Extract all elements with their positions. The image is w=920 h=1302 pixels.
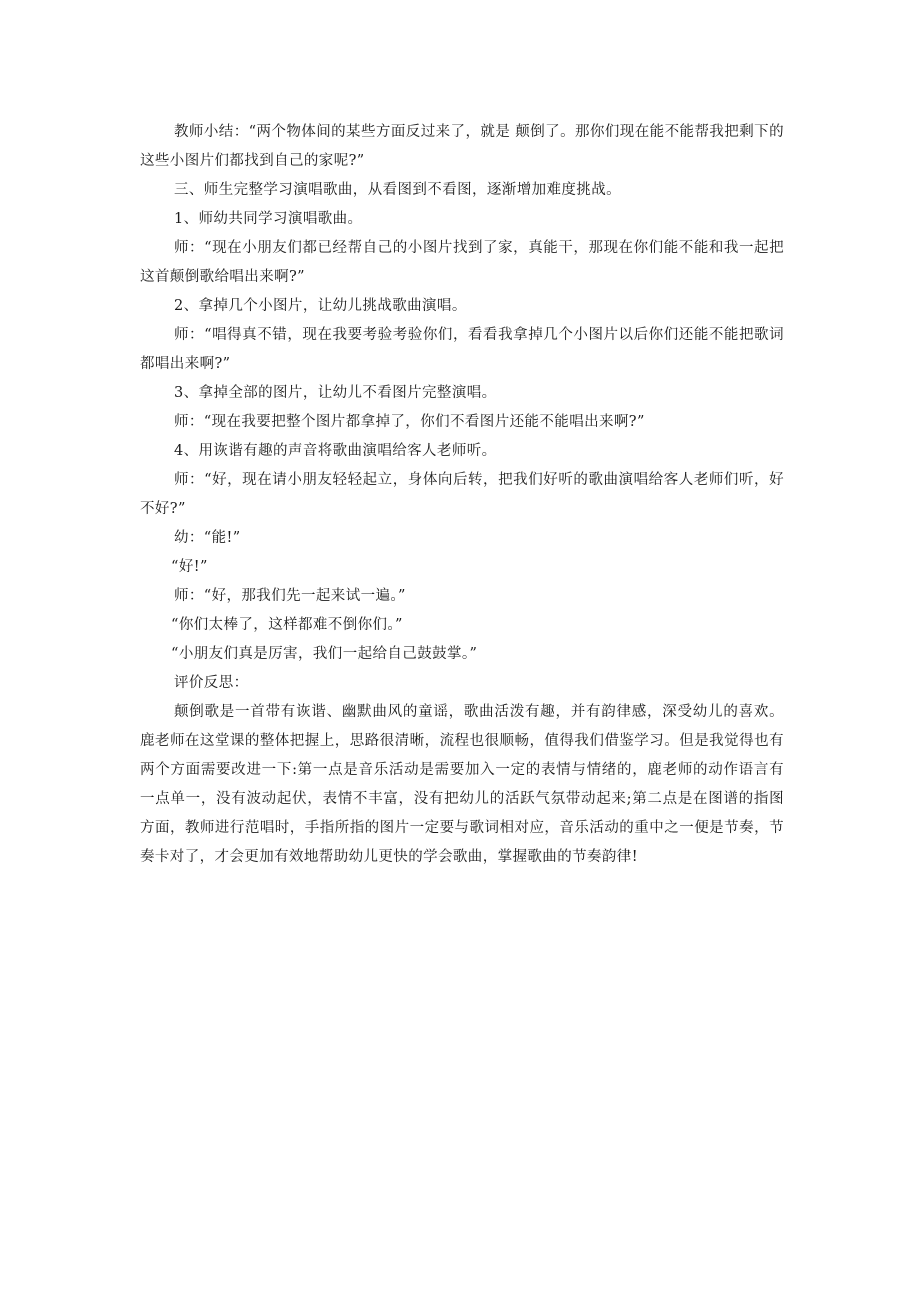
paragraph-step-one: 1、师幼共同学习演唱歌曲。 [174, 211, 363, 227]
paragraph-children-reply: 幼：“能!” [174, 530, 241, 546]
paragraph-teacher-line-4: 师：“好，现在请小朋友轻轻起立，身体向后转，把我们好听的歌曲演唱给客人老师们听，好不好?” [140, 472, 784, 517]
paragraph-evaluation-body: 颠倒歌是一首带有诙谐、幽默曲风的童谣，歌曲活泼有趣，并有韵律感，深受幼儿的喜欢。鹿老师在这堂课的整体把握上，思路很清晰，流程也很顺畅，值得我们借鉴学习。但是我觉得也有两个方面需要改进一下:第一点是音乐活动是需要加入一定的表情与情绪的，鹿老师的动作语言有一点单一，没有波动起伏，表情不丰富，没有把幼儿的活跃气氛带动起来;第二点是在图谱的指图方面，教师进行范唱时，手指所指的图片一定要与歌词相对应，音乐活动的重中之一便是节奏，节奏卡对了，才会更加有效地帮助幼儿更快的学会歌曲，掌握歌曲的节奏韵律! [140, 704, 784, 865]
paragraph-evaluation-heading: 评价反思： [174, 675, 249, 691]
paragraph-teacher-line-3: 师：“现在我要把整个图片都拿掉了，你们不看图片还能不能唱出来啊?” [174, 414, 645, 430]
paragraph-teacher-line-2: 师：“唱得真不错，现在我要考验考验你们，看看我拿掉几个小图片以后你们还能不能把歌词都唱出来啊?” [140, 327, 784, 372]
paragraph-teacher-line-5: 师：“好，那我们先一起来试一遍。” [174, 588, 406, 604]
paragraph-step-two: 2、拿掉几个小图片，让幼儿挑战歌曲演唱。 [174, 298, 467, 314]
paragraph-quote-good: “好!” [171, 559, 208, 575]
document-body [140, 118, 784, 872]
paragraph-step-four: 4、用诙谐有趣的声音将歌曲演唱给客人老师听。 [174, 443, 497, 459]
paragraph-quote-applause: “小朋友们真是厉害，我们一起给自己鼓鼓掌。” [171, 646, 478, 662]
paragraph-quote-great: “你们太棒了，这样都难不倒你们。” [171, 617, 403, 633]
paragraph-teacher-summary: 教师小结：“两个物体间的某些方面反过来了，就是 颠倒了。那你们现在能不能帮我把剩下的这些小图片们都找到自己的家呢?” [140, 124, 784, 169]
paragraph-teacher-line-1: 师：“现在小朋友们都已经帮自己的小图片找到了家，真能干，那现在你们能不能和我一起把这首颠倒歌给唱出来啊?” [140, 240, 784, 285]
paragraph-section-three: 三、师生完整学习演唱歌曲，从看图到不看图，逐渐增加难度挑战。 [174, 182, 621, 198]
paragraph-step-three: 3、拿掉全部的图片，让幼儿不看图片完整演唱。 [174, 385, 497, 401]
